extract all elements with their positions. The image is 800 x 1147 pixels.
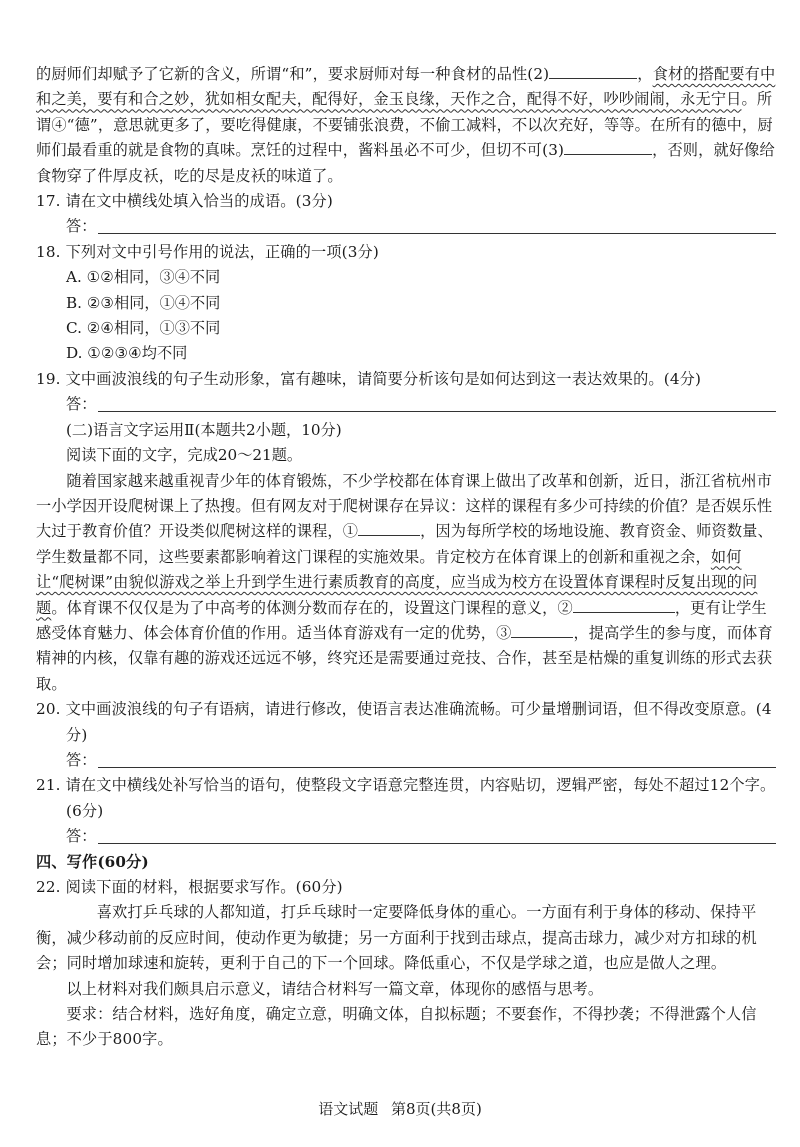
question-18: 18. 下列对文中引号作用的说法，正确的一项(3分) [36, 242, 379, 261]
blank-3b [511, 622, 573, 638]
option-d: D. ①②③④均不同 [66, 344, 188, 363]
answer-21 [36, 824, 776, 849]
passage-1-text-2: 。所谓④“德”，意思就更多了，要吃得健康，不要铺张浪费，不偷工减料，不以次充好，等等。在所有的德中，厨师们最看重的就是食物的真味。烹饪的过程中，酱料虽必不可少，但切不可(3) [36, 90, 773, 160]
passage-1 [36, 62, 776, 189]
option-b: B. ②③相同，①④不同 [66, 293, 221, 312]
passage-2-text-4: ，更有让学生感受体育魅力、体会体育价值的作用。适当体育游戏有一定的优势，③ [36, 598, 767, 642]
passage-2-text: 随着国家越来越重视青少年的体育锻炼，不少学校都在体育课上做出了改革和创新，近日，浙江省杭州市一小学因开设爬树课上了热搜。但有网友对于爬树课存在异议：这样的课程有多少可持续的价值？是否娱乐性大过于教育价值？开设类似爬树这样的课程，① [36, 471, 773, 541]
question-21: 21. 请在文中横线处补写恰当的语句，使整段文字语意完整连贯，内容贴切，逻辑严密，每处不超过12个字。(6分) [36, 776, 776, 820]
question-20: 20. 文中画波浪线的句子有语病，请进行修改，使语言表达准确流畅。可少量增删词语，但不得改变原意。(4分) [36, 700, 772, 744]
answer-label: 答： [66, 750, 97, 769]
section-2-title: (二)语言文字运用Ⅱ(本题共2小题，10分) [66, 420, 342, 439]
answer-20 [66, 748, 776, 773]
passage-2-text-3: 。体育课不仅仅是为了中高考的体测分数而存在的，设置这门课程的意义，② [51, 598, 573, 617]
footer-subject: 语文试题 [318, 1100, 379, 1118]
writing-requirements: 要求：结合材料，选好角度，确定立意，明确文体，自拟标题；不要套作，不得抄袭；不得泄露个人信息；不少于800字。 [36, 1005, 757, 1049]
question-22: 22. 阅读下面的材料，根据要求写作。(60分) [36, 878, 343, 896]
option-c: C. ②④相同，①③不同 [66, 319, 221, 338]
writing-material: 喜欢打乒乓球的人都知道，打乒乓球时一定要降低身体的重心。一方面有利于身体的移动、保持平衡，减少移动前的反应时间，使动作更为敏捷；另一方面利于找到击球点，提高击球力，减少对方扣球的机会；同时增加球速和旋转，更利于自己的下一个回球。降低重心，不仅是学球之道，也应是做人之理。 [36, 903, 757, 973]
blank-2 [549, 63, 637, 79]
answer-line [98, 214, 776, 234]
blank-2b [573, 597, 675, 613]
option-a: A. ①②相同，③④不同 [66, 268, 221, 287]
writing-prompt: 以上材料对我们颇具启示意义，请结合材料写一篇文章，体现你的感悟与思考。 [66, 979, 604, 998]
answer-label: 答： [66, 827, 97, 846]
question-19 [36, 367, 776, 392]
answer-17 [66, 214, 776, 239]
answer-line [98, 748, 776, 768]
passage-1-text: 的厨师们却赋予了它新的含义，所谓“和”，要求厨师对每一种食材的品性(2) [36, 65, 550, 83]
exam-page [36, 62, 776, 1053]
answer-label: 答： [66, 217, 97, 236]
question-17: 17. 请在文中横线处填入恰当的成语。(3分) [36, 192, 333, 211]
answer-19 [66, 392, 776, 417]
passage-2-text-2: ，因为每所学校的场地设施、教育资金、师资数量、学生数量都不同，这些要素都影响着这门课程的实施效果。肯定校方在体育课上的创新和重视之余， [36, 522, 773, 566]
section-4-title: 四、写作(60分) [36, 852, 149, 871]
blank-3 [564, 139, 652, 155]
blank-1 [358, 520, 420, 536]
wavy-sentence-1: 食材的搭配要有中和之美，要有和合之妙，犹如相女配夫，配得好，金玉良缘，天作之合，配得不好，吵吵闹闹，永无宁日 [36, 65, 776, 109]
footer-page-number: 第8页(共8页) [391, 1100, 482, 1118]
wavy-sentence-2: 如何让“爬树课”由貌似游戏之举上升到学生进行素质教育的高度，应当成为校方在设置体育课程时反复出现的问题 [36, 547, 758, 617]
passage-1-text-3: ，否则，就好像给食物穿了件厚皮袄，吃的尽是皮袄的味道了。 [36, 141, 775, 185]
passage-1-comma: ， [637, 65, 653, 83]
spacer [36, 824, 66, 849]
answer-line [98, 824, 776, 844]
answer-label: 答： [66, 395, 97, 414]
passage-2-text-5: ，提高学生的参与度，而体育精神的内核，仅靠有趣的游戏还远远不够，终究还是需要通过竞技、合作，甚至是枯燥的重复训练的形式去获取。 [36, 623, 773, 693]
answer-line [98, 392, 776, 412]
section-2-instruction: 阅读下面的文字，完成20～21题。 [66, 446, 303, 465]
question-19-text: 19. 文中画波浪线的句子生动形象，富有趣味，请简要分析该句是如何达到这一表达效果的。(4分) [36, 369, 702, 388]
page-footer [0, 1098, 800, 1119]
passage-2 [36, 469, 776, 698]
